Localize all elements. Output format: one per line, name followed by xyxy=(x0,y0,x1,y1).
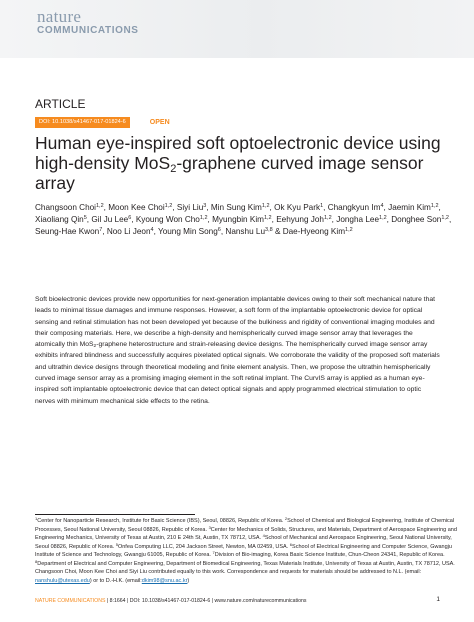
author-name: Donghee Son xyxy=(391,215,442,225)
author-name: Ok Kyu Park xyxy=(274,203,321,212)
author-affiliation-ref: 1,2 xyxy=(324,215,332,222)
journal-header-banner xyxy=(0,0,474,58)
article-meta-row xyxy=(35,117,170,128)
affiliations xyxy=(35,517,465,585)
author-name: Changkyun Im xyxy=(327,203,381,212)
affiliation-number: 4 xyxy=(262,533,265,538)
author-affiliation-ref: 7 xyxy=(99,227,103,234)
abstract xyxy=(35,294,440,407)
author-name: Myungbin Kim xyxy=(212,215,264,225)
author-entry[interactable] xyxy=(107,227,154,236)
correspondence-end: ) xyxy=(187,577,190,584)
affiliation-text: Center for Mechanics of Solids, Structures, and Materials, Department of Aerospace Engineering and Engineering Mechanics, University of Texas at Austin, 210 E 24th St, Austin, TX 78712, USA. xyxy=(35,526,457,541)
page-footer xyxy=(35,596,440,606)
author-list: Changsoon Choi$^{1,2}$, Moon Kee Choi$^{1,2}$, Siyi Liu$^3$, Min Sung Kim$^{1,2}$, Ok Kyu Park$^1$, Changkyun Im$^4$, Jaemin Kim$^{1,2}$, Xiaoliang Qin$^5$, Gil Ju Lee$^6$, Kyoung Won Cho$^{1,2}$, Myungbin Kim$^{1,2}$, Eehyung Joh$^{1,2}$, Jongha Lee$^{1,2}$, Donghee Son$^{1,2}$, Seung-Hae Kwon$^7$, Noo Li Jeon$^4$, Young Min Song$^6$, Nanshu Lu$^{3,8}$ & Dae-Hyeong Kim$^{1,2}$ xyxy=(35,203,452,237)
author-entry[interactable] xyxy=(177,203,206,212)
author-entry[interactable] xyxy=(328,203,384,212)
author-entry[interactable] xyxy=(35,215,87,224)
author-affiliation-ref: 4 xyxy=(150,227,154,234)
author-affiliation-ref: 1,2 xyxy=(199,215,208,222)
author-entry[interactable] xyxy=(35,227,102,236)
author-affiliation-ref: 1,2 xyxy=(379,215,387,222)
author-name: Moon Kee Choi xyxy=(108,203,165,212)
author-entry[interactable] xyxy=(336,215,386,224)
author-affiliation-ref: 6 xyxy=(217,227,221,234)
article-title xyxy=(35,133,455,193)
author-entry[interactable] xyxy=(108,203,172,212)
footer-doi-url[interactable]: | DOI: 10.1038/s41467-017-01824-6 | www.nature.com/naturecommunications xyxy=(126,598,307,604)
title-part-2: -graphene curved image sensor array xyxy=(35,153,424,193)
title-subscript: 2 xyxy=(170,163,177,175)
affiliations-divider xyxy=(35,514,195,515)
author-name: Jongha Lee xyxy=(336,215,380,225)
affiliation-text: Center for Nanoparticle Research, Institute for Basic Science (IBS), Seoul, 08826, Republic of Korea. xyxy=(37,518,284,524)
author-affiliation-ref: 1,2 xyxy=(96,203,104,209)
affiliation-number: 7 xyxy=(212,550,215,555)
abstract-subscript: 2 xyxy=(93,344,97,350)
author-entry[interactable] xyxy=(388,203,438,212)
author-affiliation-ref: 1 xyxy=(320,203,324,209)
affiliation-text: School of Electrical Engineering and Computer Science, Gwangju Institute of Science and Technology, Gwangju 61005, Republic of Korea. xyxy=(35,543,452,558)
author-name: Kyoung Won Cho xyxy=(135,215,200,225)
author-name: Eehyung Joh xyxy=(276,215,324,225)
author-entry[interactable] xyxy=(212,215,272,224)
abstract-part-1: Soft bioelectronic devices provide new opportunities for next-generation implantable devices owing to their soft mechanical nature that leads to minimal tissue damages and immune responses. However, a soft form of the implantable optoelectronic device for optical sensing and retinal stimulation has not been developed yet because of the bulkiness and rigidity of conventional imaging modules and their composing materials. Here, we describe a high-density and hemispherically curved image sensor array that leverages the atomically thin MoS xyxy=(35,296,435,349)
author-affiliation-ref: 1,2 xyxy=(263,215,272,222)
author-name: Dae-Hyeong Kim xyxy=(282,227,346,237)
author-entry[interactable] xyxy=(283,227,353,236)
author-affiliation-ref: 4 xyxy=(380,203,384,209)
author-entry[interactable] xyxy=(391,215,449,224)
author-affiliation-ref: 1,2 xyxy=(345,227,353,234)
author-affiliation-ref: 5 xyxy=(83,215,87,222)
author-name: Xiaoliang Qin xyxy=(35,215,84,225)
affiliation-text: Onfea Computing LLC, 204 Jackson Street, Newton, MA 02459, USA. xyxy=(117,543,289,550)
affiliation-text: School of Chemical and Biological Engineering, Institute of Chemical Processes, Seoul National University, Seoul 08826, Republic of Korea. xyxy=(35,518,455,533)
author-affiliation-ref: 3 xyxy=(203,203,207,209)
abstract-part-2: -graphene heterostructure and strain-releasing device designs. The hemispherically curved image sensor array exhibits infrared blindness and successfully acquires pixelated optical signals. We corroborate the validity of the proposed soft materials and ultrathin device designs through theoretical modeling and finite element analysis. Then, we propose the ultrathin hemispherically curved image sensor array as a promising imaging element in the soft retinal implant. The CurvIS array is applied as a human eye-inspired soft implantable optoelectronic device that can detect optical signals and apply programmed electrical stimulation to optic nerves with minimum mechanical side effects to the retina. xyxy=(35,341,440,405)
doi-badge[interactable]: DOI: 10.1038/s41467-017-01824-6 xyxy=(35,117,130,128)
logo-nature-text: nature xyxy=(37,7,82,26)
author-name: Jaemin Kim xyxy=(388,203,431,212)
author-affiliation-ref: 6 xyxy=(128,215,132,222)
affiliation-text: Division of Bio-imaging, Korea Basic Science Institute, Chun-Cheon 24341, Republic of Korea. xyxy=(214,552,445,558)
email-link[interactable]: dkim98@snu.ac.kr xyxy=(141,577,188,584)
affiliation-number: 2 xyxy=(284,516,288,521)
author-affiliation-ref: 1,2 xyxy=(261,203,270,209)
author-entry[interactable] xyxy=(35,203,104,212)
author-entry[interactable] xyxy=(225,227,272,236)
footer-journal-name: NATURE COMMUNICATIONS xyxy=(35,598,106,604)
affiliation-number: 5 xyxy=(115,541,118,547)
author-affiliation-ref: 1,2 xyxy=(164,203,173,209)
author-entry[interactable] xyxy=(211,203,270,212)
open-access-label: OPEN xyxy=(149,119,170,126)
affiliation-number: 6 xyxy=(289,541,293,547)
title-part-1: Human eye-inspired soft optoelectronic device using high-density MoS xyxy=(35,133,441,173)
author-name: Changsoon Choi xyxy=(35,203,96,212)
author-affiliation-ref: 1,2 xyxy=(441,215,449,222)
journal-logo[interactable] xyxy=(37,9,139,36)
logo-communications-text: COMMUNICATIONS xyxy=(37,25,139,36)
author-entry[interactable] xyxy=(136,215,208,224)
author-name: Gil Ju Lee xyxy=(91,215,129,225)
author-entry[interactable] xyxy=(274,203,323,212)
author-name: Seung-Hae Kwon xyxy=(35,227,100,237)
author-name: Siyi Liu xyxy=(176,203,204,212)
author-affiliation-ref: 1,2 xyxy=(430,203,439,209)
correspondence-mid: ) or to D.-H.K. (email: xyxy=(89,577,142,584)
correspondence-contrib: Changsoon Choi, Moon Kee Choi and Siyi Liu contributed equally to this work. xyxy=(35,569,226,575)
author-entry[interactable] xyxy=(158,227,221,236)
affiliation-number: 3 xyxy=(208,524,211,530)
affiliation-text: School of Mechanical and Aerospace Engineering, Seoul National University, Seoul 08826, Republic of Korea. xyxy=(35,535,452,550)
page-number: 1 xyxy=(436,596,440,603)
author-name: Min Sung Kim xyxy=(210,203,262,212)
article-type-label: ARTICLE xyxy=(35,97,86,111)
footer-issue: | 8:1664 xyxy=(106,598,126,604)
author-entry[interactable] xyxy=(276,215,331,224)
affiliation-number: 1 xyxy=(35,516,38,521)
author-affiliation-ref: 3,8 xyxy=(265,227,273,234)
correspondence-request: Correspondence and requests for materials should be addressed to N.L. (email: xyxy=(227,569,422,575)
affiliation-text: Department of Electrical and Computer Engineering, Department of Biomedical Engineering, Texas Materials Institute, University of Texas at Austin, Austin, TX 78712, USA. xyxy=(37,560,455,567)
affiliation-number: 8 xyxy=(35,558,38,564)
email-link[interactable]: nanshulu@utexas.edu xyxy=(35,577,90,584)
author-entry[interactable] xyxy=(91,215,131,224)
author-name: Young Min Song xyxy=(157,227,218,237)
author-name: Nanshu Lu xyxy=(225,227,266,237)
author-name: Noo Li Jeon xyxy=(106,227,151,237)
